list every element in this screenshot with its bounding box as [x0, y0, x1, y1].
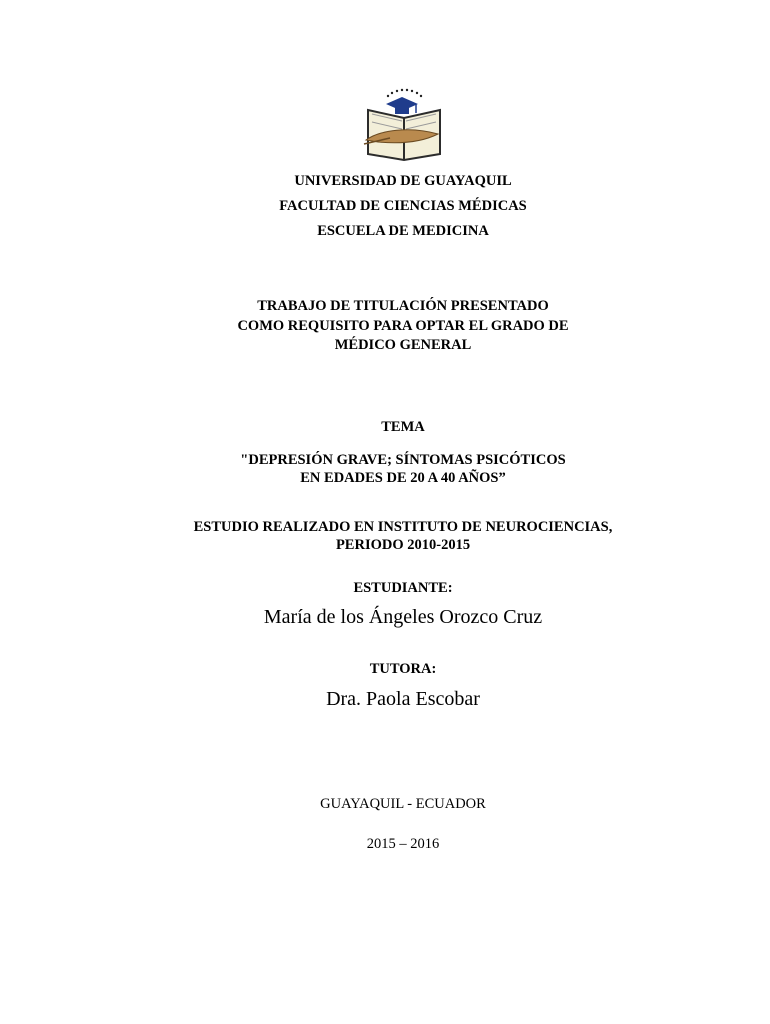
faculty-name: FACULTAD DE CIENCIAS MÉDICAS	[279, 198, 527, 214]
study-line-2: PERIODO 2010-2015	[335, 537, 471, 553]
tutor-label: TUTORA:	[369, 661, 437, 677]
purpose-line-1: TRABAJO DE TITULACIÓN PRESENTADO	[257, 298, 549, 314]
graduation-cap-icon	[386, 97, 418, 114]
university-name: UNIVERSIDAD DE GUAYAQUIL	[294, 173, 512, 189]
student-name: María de los Ángeles Orozco Cruz	[263, 606, 543, 628]
student-label: ESTUDIANTE:	[353, 580, 453, 596]
location: GUAYAQUIL - ECUADOR	[320, 796, 486, 812]
tutor-name: Dra. Paola Escobar	[326, 688, 480, 710]
stars-arc	[387, 89, 422, 97]
topic-line-2: EN EDADES DE 20 A 40 AÑOS”	[300, 470, 506, 486]
school-name: ESCUELA DE MEDICINA	[317, 223, 489, 239]
university-emblem-icon	[360, 82, 450, 162]
purpose-line-2: COMO REQUISITO PARA OPTAR EL GRADO DE	[237, 318, 569, 334]
years: 2015 – 2016	[366, 836, 440, 852]
purpose-line-3: MÉDICO GENERAL	[334, 337, 472, 353]
study-line-1: ESTUDIO REALIZADO EN INSTITUTO DE NEUROCIENCIAS,	[193, 519, 613, 535]
topic-line-1: "DEPRESIÓN GRAVE; SÍNTOMAS PSICÓTICOS	[240, 452, 566, 468]
topic-label: TEMA	[381, 419, 425, 435]
